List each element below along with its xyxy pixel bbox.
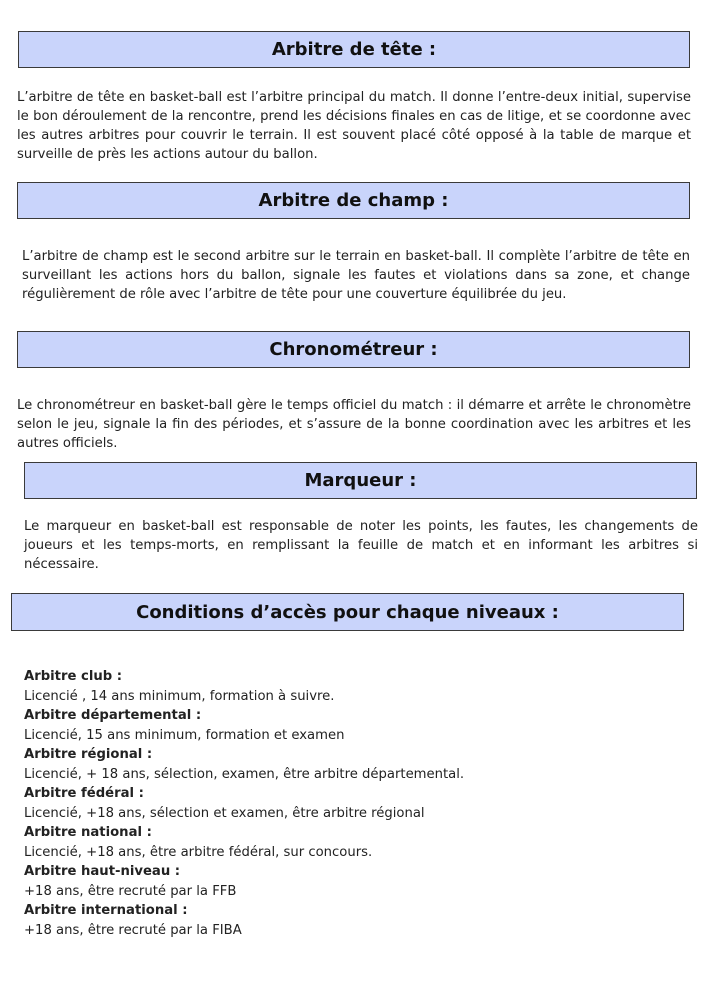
level-name-haut-niveau: Arbitre haut-niveau : (24, 864, 181, 879)
level-name-club: Arbitre club : (24, 669, 123, 684)
level-name-departemental: Arbitre départemental : (24, 708, 202, 723)
level-requirement-club: Licencié , 14 ans minimum, formation à suivre. (24, 688, 335, 704)
conditions-heading: Conditions d’accès pour chaque niveaux : (11, 593, 684, 631)
section-text-marqueur: Le marqueur en basket-ball est responsable de noter les points, les fautes, les changements de joueurs et les temps-morts, en remplissant la feuille de match et en informant les arbitres si nécessaire. (24, 519, 698, 572)
level-requirement-departemental: Licencié, 15 ans minimum, formation et examen (24, 727, 345, 743)
section-text-arbitre-de-tete: L’arbitre de tête en basket-ball est l’arbitre principal du match. Il donne l’entre-deux initial, supervise le bon déroulement de la rencontre, prend les décisions finales en cas de litige, et se coordonne avec les autres arbitres pour couvrir le terrain. Il est souvent placé côté opposé à la table de marque et surveille de près les actions autour du ballon. (17, 90, 691, 162)
conditions-list (24, 667, 624, 940)
level-requirement-international: +18 ans, être recruté par la FIBA (24, 922, 242, 938)
section-text-arbitre-de-champ: L’arbitre de champ est le second arbitre sur le terrain en basket-ball. Il complète l’arbitre de tête en surveillant les actions hors du ballon, signale les fautes et violations dans sa zone, et change régulièrement de rôle avec l’arbitre de tête pour une couverture équilibrée du jeu. (22, 249, 690, 302)
level-requirement-haut-niveau: +18 ans, être recruté par la FFB (24, 883, 237, 899)
level-name-national: Arbitre national : (24, 825, 152, 840)
level-name-international: Arbitre international : (24, 903, 188, 918)
section-text-chronometreur: Le chronométreur en basket-ball gère le temps officiel du match : il démarre et arrête le chronomètre selon le jeu, signale la fin des périodes, et s’assure de la bonne coordination avec les arbitres et les autres officiels. (17, 398, 691, 451)
level-requirement-regional: Licencié, + 18 ans, sélection, examen, être arbitre départemental. (24, 766, 465, 782)
level-requirement-national: Licencié, +18 ans, être arbitre fédéral, sur concours. (24, 844, 373, 860)
section-heading-chronometreur: Chronométreur : (17, 331, 690, 368)
level-requirement-federal: Licencié, +18 ans, sélection et examen, être arbitre régional (24, 805, 425, 821)
section-heading-arbitre-de-champ: Arbitre de champ : (17, 182, 690, 219)
section-heading-marqueur: Marqueur : (24, 462, 697, 499)
section-heading-arbitre-de-tete: Arbitre de tête : (18, 31, 690, 68)
level-name-federal: Arbitre fédéral : (24, 786, 144, 801)
level-name-regional: Arbitre régional : (24, 747, 153, 762)
